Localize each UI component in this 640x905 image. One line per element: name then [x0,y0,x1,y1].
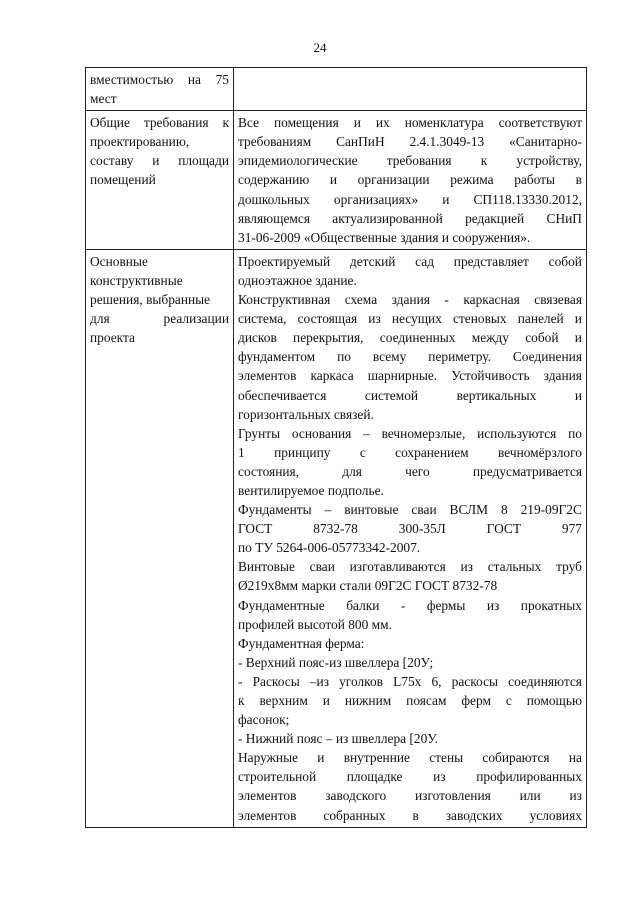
content-line: ГОСТ 8732-78 300-35Л ГОСТ 977 [238,521,582,537]
content-line: профилей высотой 800 мм. [238,616,392,632]
content-line: Конструктивная схема здания - каркасная связевая [238,292,582,308]
content-line: Грунты основания – вечномерзлые, используются по [238,425,582,441]
content-line: 1 принципу с сохранением вечномёрзлого [238,444,582,460]
content-line: содержанию и организации режима работы в [238,172,582,188]
content-line: состояния, для чего предусматривается [238,463,582,479]
content-line: Фундаментные балки - фермы из прокатных [238,597,582,613]
content-line: 31-06-2009 «Общественные здания и сооружения». [238,229,531,245]
content-line: эпидемиологические требования к устройству, [238,153,582,169]
content-line: Наружные и внутренние стены собираются на [238,750,582,766]
row-heading-line: конструктивные [90,272,183,288]
row-heading-line: проектированию, [90,134,190,150]
content-line: элементов каркаса шарнирные. Устойчивость здания [238,368,582,384]
content-line: одноэтажное здание. [238,272,357,288]
row-heading-cell [86,68,234,111]
content-line: - Нижний пояс – из швеллера [20У. [238,731,438,747]
content-line: - Верхний пояс-из швеллера [20У; [238,654,434,670]
row-heading-line: мест [90,91,117,107]
row-heading-line: составу и площади [90,153,229,169]
table-row [86,111,587,250]
row-content-cell [234,249,587,827]
table-row [86,68,587,111]
content-line: Все помещения и их номенклатура соответствуют [238,115,582,131]
row-content-cell [234,111,587,250]
content-line: Ø219х8мм марки стали 09Г2С ГОСТ 8732-78 [238,578,498,594]
table-row [86,249,587,827]
content-line: строительной площадке из профилированных [238,769,582,785]
content-line: горизонтальных связей. [238,406,374,422]
content-line: дисков перекрытия, соединенных между собой и [238,330,582,346]
content-line: по ТУ 5264-006-05773342-2007. [238,540,421,556]
row-heading-line: Общие требования к [90,115,229,131]
content-line: дошкольных организациях» и СП118.13330.2012, [238,191,582,207]
content-line: к верхним и нижним поясам ферм с помощью [238,693,582,708]
table-body [86,68,587,828]
content-line: - Раскосы –из уголков L75х 6, раскосы соединяются [238,673,582,689]
row-heading-line: для реализации [90,311,229,327]
row-heading-line: помещений [90,172,156,188]
content-line: Фундаментная ферма: [238,635,365,651]
content-line: элементов собранных в заводских условиях [238,807,582,823]
row-heading-line: проекта [90,330,135,346]
content-line: вентилируемое подполье. [238,482,384,498]
content-line: фундаментом по всему периметру. Соединения [238,349,582,365]
row-heading-cell [86,111,234,250]
row-heading-line: решения, выбранные [90,292,211,308]
content-line: обеспечивается системой вертикальных и [238,387,582,403]
content-line: Проектируемый детский сад представляет собой [238,253,582,269]
row-heading-line: Основные [90,253,148,269]
content-line: требованиям СанПиН 2.4.1.3049-13 «Санитарно- [238,134,582,150]
content-line: Фундаменты – винтовые сваи ВСЛМ 8 219-09Г2С [238,502,582,518]
content-line: элементов заводского изготовления или из [238,788,582,804]
document-table [85,67,587,828]
row-heading-line: вместимостью на 75 [90,72,229,87]
content-line: Винтовые сваи изготавливаются из стальных труб [238,559,582,575]
content-line: система, состоящая из несущих стеновых панелей и [238,311,582,327]
page-number: 24 [313,40,327,55]
row-content-cell [234,68,587,111]
content-line: являющемся актуализированной редакцией СНиП [238,210,582,226]
row-heading-cell [86,249,234,827]
content-line: фасонок; [238,712,290,728]
